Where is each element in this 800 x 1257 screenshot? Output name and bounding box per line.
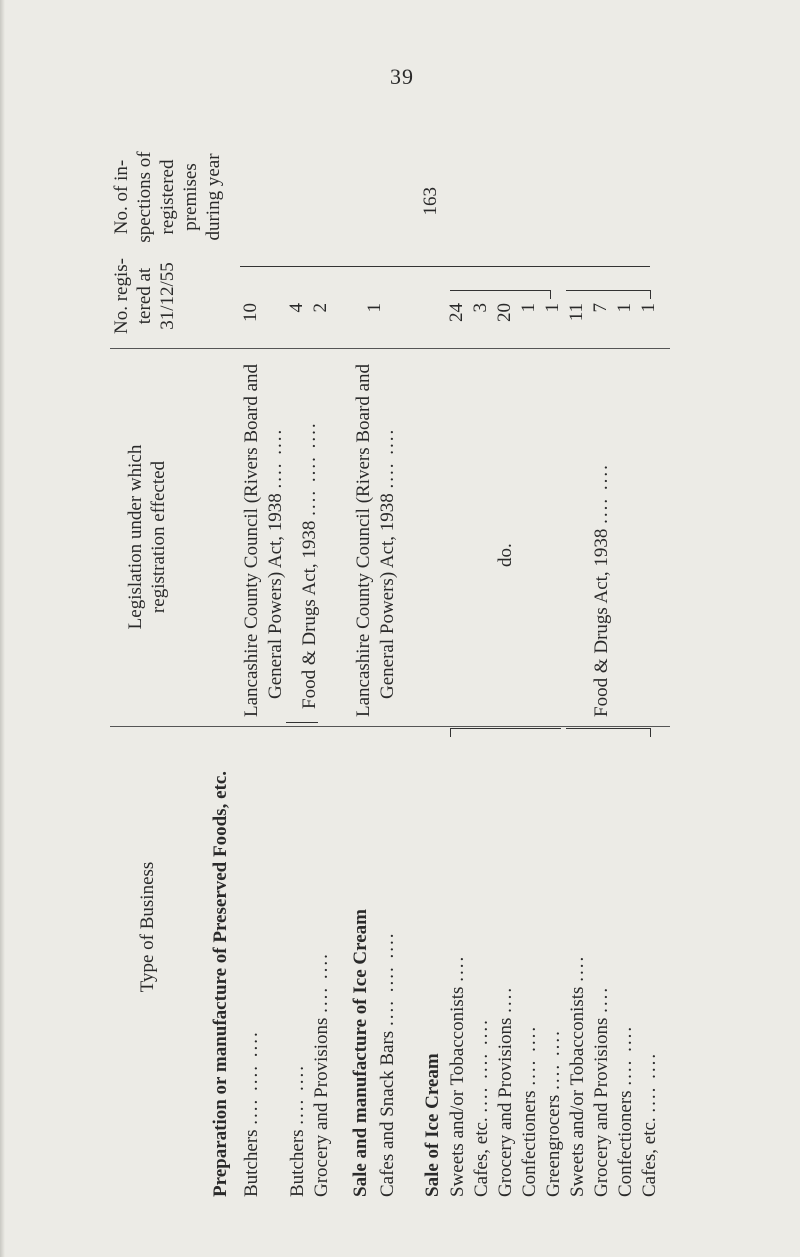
- registered-count: 2: [310, 303, 331, 313]
- legislation-text: General Powers) Act, 1938 .... ....: [265, 427, 286, 699]
- row-business: Cafes, etc. .... ....: [639, 1051, 660, 1197]
- bracket: [450, 728, 561, 737]
- legislation-text: do.: [495, 543, 516, 567]
- registered-count: 20: [494, 303, 515, 322]
- legislation-text: Lancashire County Council (Rivers Board and: [241, 363, 262, 717]
- header-registered: No. regis- tered at 31/12/55: [111, 258, 178, 334]
- registered-count: 11: [566, 303, 587, 322]
- legislation-text: Food & Drugs Act, 1938 .... .... ....: [299, 421, 320, 709]
- registered-count: 1: [614, 303, 635, 313]
- legislation-text: General Powers) Act, 1938 .... ....: [377, 427, 398, 699]
- bracket: [450, 290, 551, 299]
- row-business: Cafes and Snack Bars .... .... ....: [377, 931, 398, 1197]
- row-business: Grocery and Provisions ....: [495, 985, 516, 1197]
- registered-count: 24: [446, 303, 467, 322]
- row-business: Confectioners .... ....: [519, 1024, 540, 1197]
- registered-count: 4: [286, 303, 307, 313]
- section-title: Preparation or manufacture of Preserved Foods, etc.: [210, 770, 231, 1197]
- row-business: Confectioners .... ....: [615, 1024, 636, 1197]
- registered-count: 7: [590, 303, 611, 313]
- inspections-total: 163: [420, 187, 441, 216]
- registered-count: 1: [364, 303, 385, 313]
- row-business: Grocery and Provisions ....: [591, 985, 612, 1197]
- registered-count: 10: [240, 303, 261, 322]
- bracket: [566, 290, 651, 299]
- registered-count: 1: [638, 303, 659, 313]
- legislation-text: Lancashire County Council (Rivers Board and: [353, 363, 374, 717]
- bracket: [566, 728, 651, 737]
- header-inspections: No. of in- spections of registered premises during year: [111, 151, 224, 243]
- bracket: [286, 712, 318, 723]
- row-business: Sweets and/or Tobacconists ....: [447, 954, 468, 1197]
- row-business: Greengrocers .... ....: [543, 1029, 564, 1197]
- registered-count: 3: [470, 303, 491, 313]
- column-divider: [110, 348, 670, 349]
- column-divider: [110, 726, 670, 727]
- row-business: Cafes, etc. .... .... ....: [471, 1018, 492, 1197]
- legislation-text: Food & Drugs Act, 1938 .... ....: [591, 463, 612, 717]
- page-number: 39: [390, 64, 414, 89]
- row-business: Sweets and/or Tobacconists ....: [567, 954, 588, 1197]
- row-business: Butchers .... ....: [287, 1063, 308, 1197]
- section-title: Sale and manufacture of Ice Cream: [350, 909, 371, 1197]
- registered-count: 1: [542, 303, 563, 313]
- section-title: Sale of Ice Cream: [422, 1053, 443, 1197]
- header-legislation: Legislation under which registration effected: [125, 444, 169, 630]
- registered-count: 1: [518, 303, 539, 313]
- page-spine-shadow: [0, 0, 5, 1257]
- rotated-table: [110, 150, 670, 1207]
- row-business: Butchers .... .... ....: [241, 1030, 262, 1197]
- row-business: Grocery and Provisions .... ....: [311, 952, 332, 1197]
- bracket: [240, 266, 650, 277]
- header-type-of-business: Type of Business: [137, 861, 158, 993]
